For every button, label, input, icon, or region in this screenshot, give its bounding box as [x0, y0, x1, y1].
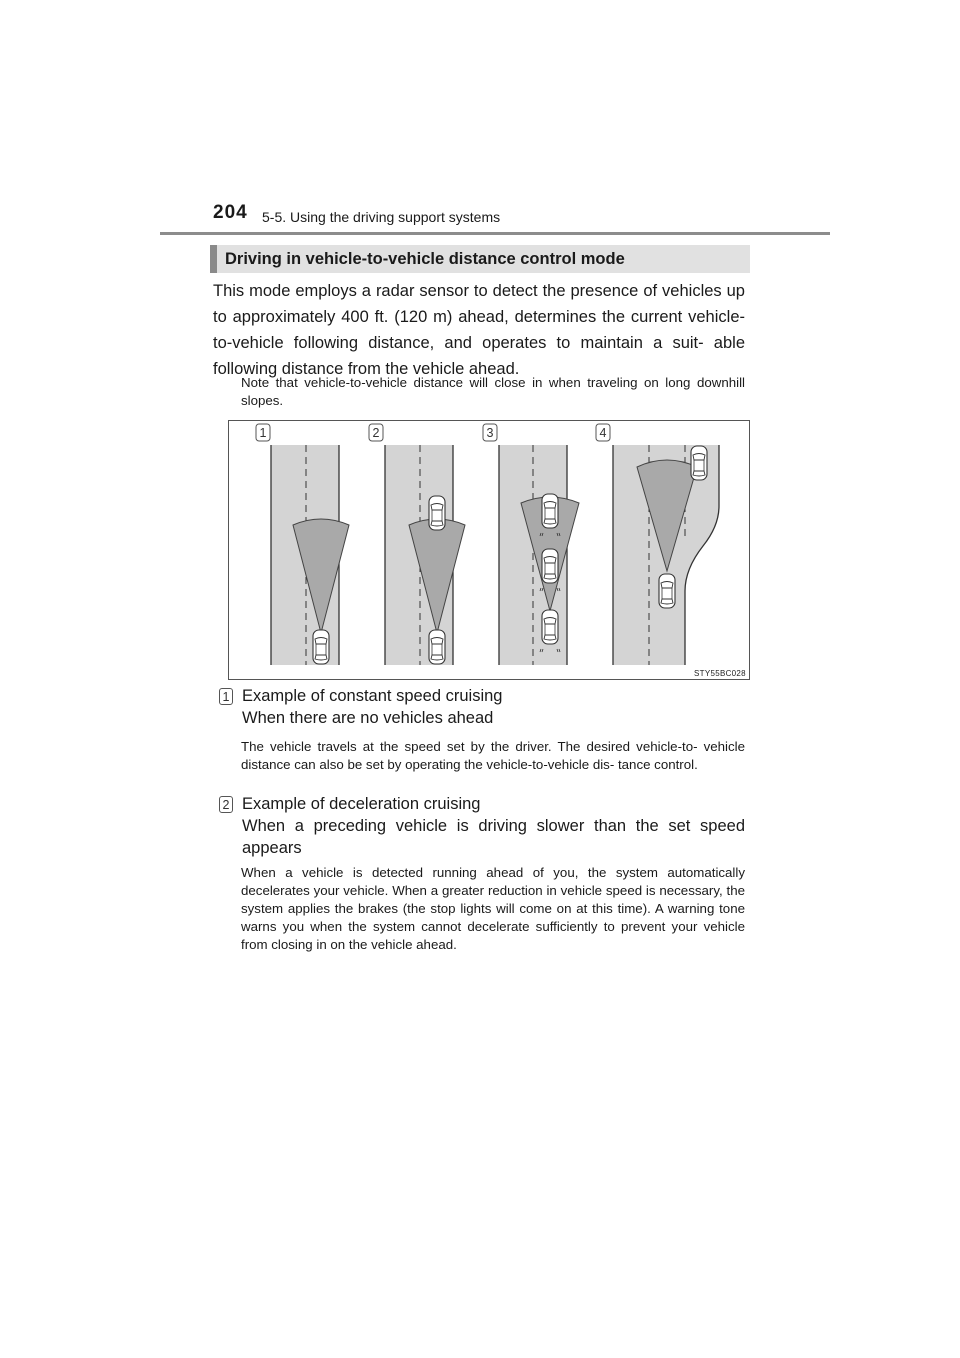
section-title: 5-5. Using the driving support systems [262, 209, 501, 225]
scenario-1-panel [271, 445, 349, 665]
item-1-number: 1 [219, 688, 233, 705]
item-1-title: Example of constant speed cruising [242, 687, 503, 705]
item-2-subtitle-line1: When a preceding vehicle is driving slower than the set speed [242, 817, 745, 835]
scenario-4-panel [613, 445, 719, 665]
page-number: 204 [213, 202, 248, 223]
callout-4-text: 4 [599, 426, 607, 440]
item-2-number: 2 [219, 796, 233, 813]
callout-1-text: 1 [259, 426, 267, 440]
header-rule [160, 232, 830, 235]
figure-code: STY55BC028 [694, 669, 746, 678]
radar-cruise-illustration [229, 421, 749, 679]
scenario-3-panel [499, 445, 579, 665]
item-2-subtitle-line2: appears [242, 839, 302, 857]
item-2-body: When a vehicle is detected running ahead of you, the system automatically decelerates your vehicle. When a greater reduction in vehicle speed is necessary, the system applies the brakes (the stop lights will come on at this time). A warning tone warns you when the system cannot decelerate sufficiently to prevent your vehicle from closing in on the vehicle ahead. [241, 865, 745, 952]
note-paragraph: Note that vehicle-to-vehicle distance will close in when traveling on long downhill slopes. [241, 375, 745, 408]
illustration-figure [228, 420, 750, 680]
callout-3-text: 3 [486, 426, 494, 440]
intro-paragraph: This mode employs a radar sensor to detect the presence of vehicles up to approximately 400 ft. (120 m) ahead, determines the current vehicle-to-vehicle following distance, and operates to maintain a suit- able following distance from the vehicle ahead. [213, 282, 745, 378]
scenario-2-panel [385, 445, 465, 665]
heading-accent [210, 245, 217, 273]
item-2-title: Example of deceleration cruising [242, 795, 481, 813]
item-1-body: The vehicle travels at the speed set by the driver. The desired vehicle-to- vehicle distance can also be set by operating the vehicle-to-vehicle dis- tance control. [241, 739, 745, 772]
item-1-subtitle: When there are no vehicles ahead [242, 709, 494, 727]
callout-2-text: 2 [372, 426, 380, 440]
item-2-subtitle [242, 815, 745, 837]
figure-callouts [256, 424, 610, 441]
section-heading: Driving in vehicle-to-vehicle distance control mode [225, 250, 625, 268]
